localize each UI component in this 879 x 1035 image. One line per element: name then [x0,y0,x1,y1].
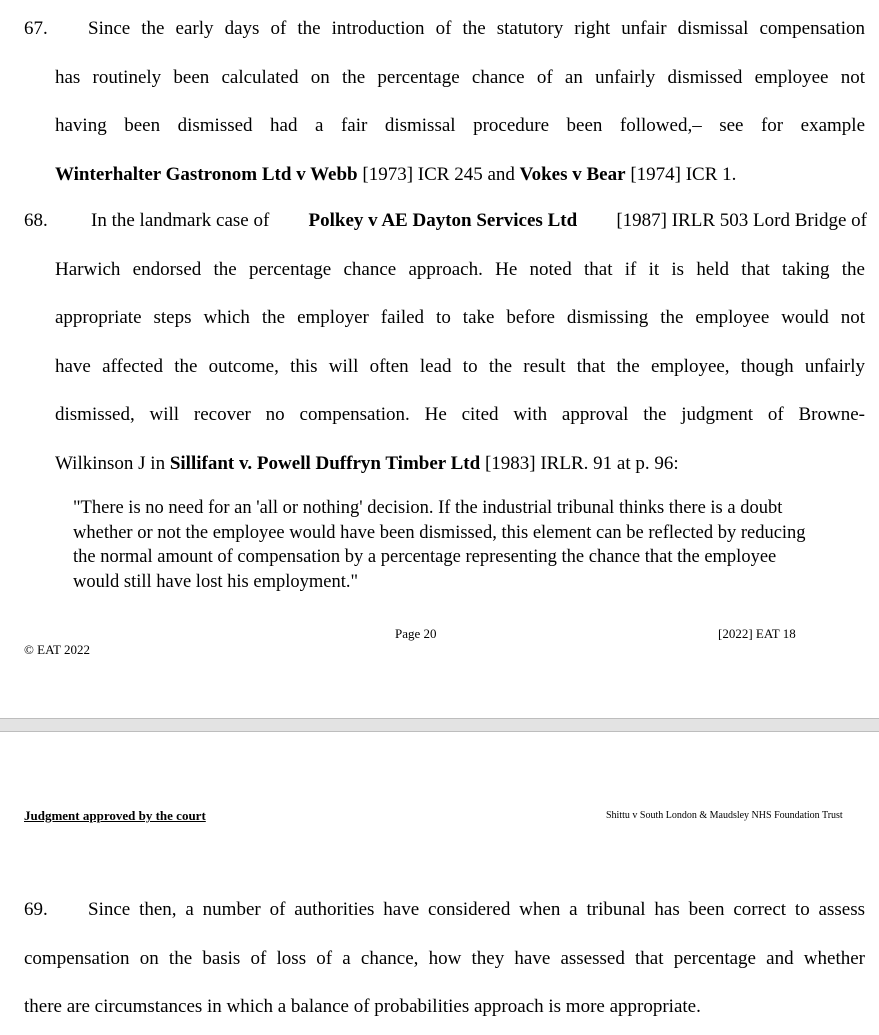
case-name: Winterhalter Gastronom Ltd v Webb [55,163,358,185]
case-name: Vokes v Bear [519,163,626,185]
paragraph-number: 68. [24,210,48,231]
page-number: Page 20 [395,626,437,641]
header-case-title: Shittu v South London & Maudsley NHS Foundation Trust [606,810,843,821]
paragraph-number: 69. [24,899,48,920]
citation-text: [1973] ICR 245 and [357,163,520,185]
paragraph-line [55,440,679,489]
paragraph-number: 67. [24,18,48,39]
paragraph-text: [1983] IRLR. 91 at p. 96: [480,452,679,474]
paragraph-line: compensation on the basis of loss of a chance, how they have assessed that percentage and whether [24,947,865,969]
paragraph-line: dismissed, will recover no compensation. He cited with approval the judgment of Browne- [55,404,865,425]
paragraph-line [91,197,867,246]
case-name: Polkey v AE Dayton Services Ltd [308,210,578,231]
paragraph-line: Harwich endorsed the percentage chance approach. He noted that if it is held that taking the [55,258,865,280]
citation-text: [1974] ICR 1. [625,163,737,185]
paragraph-line: Since then, a number of authorities have considered when a tribunal has been correct to assess [88,899,865,920]
paragraph-line: Since the early days of the introduction of the statutory right unfair dismissal compensation [88,18,865,39]
document-page-21 [0,732,879,1035]
page-separator [0,718,879,732]
paragraph-text: In the landmark case of [91,210,275,231]
case-name: Sillifant v. Powell Duffryn Timber Ltd [169,452,481,474]
copyright-notice: © EAT 2022 [24,642,90,657]
paragraph-line: there are circumstances in which a balance of probabilities approach is more appropriate. [24,996,701,1017]
paragraph-line [55,151,736,200]
paragraph-text: [1987] IRLR 503 Lord Bridge of [611,210,867,231]
paragraph-line: have affected the outcome, this will often lead to the result that the employee, though unfairly [55,355,865,377]
header-approval-note: Judgment approved by the court [24,808,206,823]
neutral-citation: [2022] EAT 18 [718,626,796,641]
paragraph-line: has routinely been calculated on the percentage chance of an unfairly dismissed employee not [55,66,865,88]
paragraph-text: Wilkinson J in [55,452,170,474]
paragraph-line: having been dismissed had a fair dismissal procedure been followed,– see for example [55,115,865,136]
block-quote: "There is no need for an 'all or nothing' decision. If the industrial tribunal thinks there is a doubt whether or not the employee would have been dismissed, this element can be reflected by reducing the normal amount of compensation by a percentage representing the chance that the employee would still have lost his employment." [73,498,806,592]
paragraph-line: appropriate steps which the employer failed to take before dismissing the employee would not [55,307,865,328]
